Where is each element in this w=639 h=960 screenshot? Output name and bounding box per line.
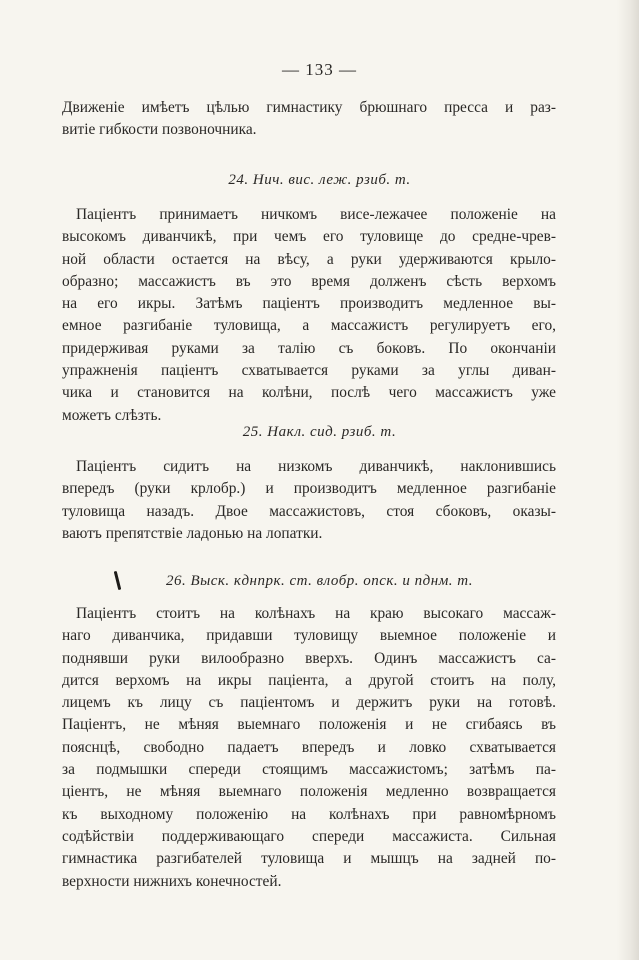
text-line: гимнастика разгибателей туловища и мышцъ на задней по- (62, 850, 556, 868)
text-line: ціентъ, не мѣняя выемнаго положенія медленно возвращается (62, 783, 556, 801)
text-line: витіе гибкости позвоночника. (62, 121, 257, 139)
text-line: ваютъ препятствіе ладонью на лопатки. (62, 524, 323, 542)
text-line: къ выходному положенію на колѣнахъ при равномѣрномъ (62, 805, 556, 823)
text-line: образно; массажистъ въ это время долженъ сѣсть верхомъ (62, 272, 556, 290)
exercise-paragraph-25 (62, 456, 556, 545)
text-line: на его икры. Затѣмъ паціентъ производитъ медленное вы- (62, 295, 556, 313)
text-line: Паціентъ, не мѣняя выемнаго положенія и не сгибаясь въ (62, 716, 556, 734)
intro-paragraph (62, 97, 556, 142)
exercise-paragraph-24 (62, 204, 556, 427)
text-line: впередъ (руки крлобр.) и производитъ медленное разгибаніе (62, 480, 556, 498)
text-line: можетъ слѣзть. (62, 406, 162, 424)
exercise-heading-25: 25. Накл. сид. рзиб. т. (242, 424, 397, 440)
text-line: Движеніе имѣетъ цѣлью гимнастику брюшнаго пресса и раз- (62, 99, 556, 116)
text-line: Паціентъ принимаетъ ничкомъ висе-лежачее положеніе на (76, 206, 556, 223)
text-line: упражненія паціентъ схватывается руками за углы диван- (62, 362, 556, 380)
text-line: за подмышки спереди стоящимъ массажистомъ; затѣмъ па- (62, 761, 556, 779)
text-line: содѣйствіи поддерживающаго спереди массажиста. Сильная (62, 827, 556, 845)
exercise-paragraph-26 (62, 603, 556, 893)
text-line: лицемъ къ лицу съ паціентомъ и держитъ руки на готовѣ. (62, 694, 556, 712)
text-line: чика и становится на колѣни, послѣ чего массажистъ уже (62, 384, 556, 402)
text-line: наго диванчика, придавши туловищу выемное положеніе и (62, 627, 556, 645)
text-line: ной области остается на вѣсу, а руки удерживаются крыло- (62, 250, 556, 268)
page-edge-shadow (617, 0, 639, 960)
text-line: поднявши руки вилообразно вверхъ. Одинъ массажистъ са- (62, 649, 556, 667)
exercise-heading-26: 26. Выск. кднпрк. ст. влобр. опск. и пднм. т. (165, 573, 474, 589)
text-line: верхности нижнихъ конечностей. (62, 872, 282, 890)
exercise-heading-24: 24. Нич. вис. леж. рзиб. т. (228, 172, 411, 188)
text-line: туловища назадъ. Двое массажистовъ, стоя сбоковъ, оказы- (62, 502, 556, 520)
text-line: емное разгибаніе туловища, а массажистъ регулируетъ его, (62, 317, 556, 335)
text-line: Паціентъ стоитъ на колѣнахъ на краю высокаго массаж- (76, 605, 556, 622)
text-line: Паціентъ сидитъ на низкомъ диванчикѣ, наклонившись (76, 458, 556, 475)
text-line: дится верхомъ на икры паціента, а другой стоитъ на полу, (62, 671, 556, 689)
page-number: — 133 — (282, 60, 357, 79)
text-line: пояснцѣ, свободно падаетъ впередъ и ловко схватывается (62, 738, 556, 756)
text-line: высокомъ диванчикѣ, при чемъ его туловище до средне-чрев- (62, 228, 556, 246)
text-line: придерживая руками за талію съ боковъ. По окончаніи (62, 339, 556, 357)
